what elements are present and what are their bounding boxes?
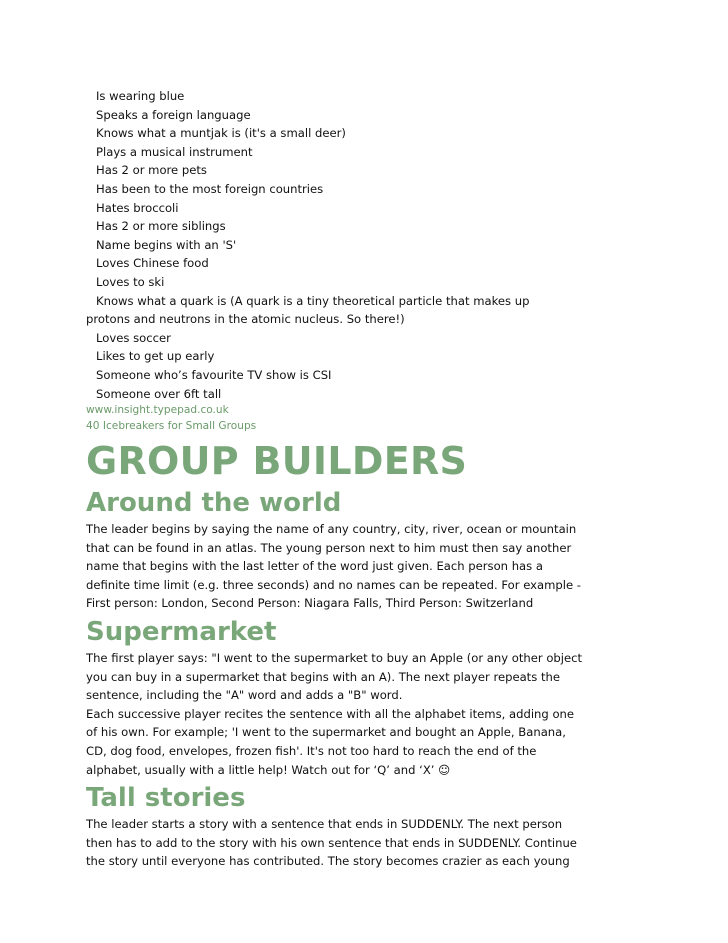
section-title: Around the world xyxy=(86,488,342,519)
section-title: Tall stories xyxy=(86,783,246,814)
list-item: Name begins with an 'S' xyxy=(96,237,237,252)
section-title: Supermarket xyxy=(86,617,277,648)
list-item: Likes to get up early xyxy=(96,349,215,364)
list-item: Loves to ski xyxy=(96,274,165,289)
list-item: Loves soccer xyxy=(96,330,171,345)
source-url[interactable]: www.insight.typepad.co.uk xyxy=(86,404,229,417)
list-item: Has 2 or more pets xyxy=(96,163,207,178)
document-page xyxy=(86,87,686,871)
list-item: Plays a musical instrument xyxy=(96,144,253,159)
list-item: Knows what a quark is (A quark is a tiny theoretical particle that makes up xyxy=(96,293,530,308)
list-item: Someone over 6ft tall xyxy=(96,386,222,401)
section-around-the-world xyxy=(86,486,686,613)
list-item-continuation: protons and neutrons in the atomic nucleus. So there!) xyxy=(86,312,405,327)
section-supermarket xyxy=(86,615,686,779)
list-item: Someone who’s favourite TV show is CSI xyxy=(96,367,332,382)
list-item: Hates broccoli xyxy=(96,200,179,215)
page-heading: GROUP BUILDERS xyxy=(86,439,468,484)
list-item: Speaks a foreign language xyxy=(96,107,251,122)
list-item: Is wearing blue xyxy=(96,89,185,103)
section-paragraph: The leader begins by saying the name of any country, city, river, ocean or mountain that can be found in an atlas. The young person next to him must then say another name that begins with the last letter of the word just given. Each person has a definite time limit (e.g. three seconds) and no names can be repeated. For example - First person: London, Second Person: Niagara Falls, Third Person: Switzerland xyxy=(86,522,581,611)
section-paragraph: The first player says: "I went to the supermarket to buy an Apple (or any other object you can buy in a supermarket that begins with an A). The next player repeats the sentence, including the "A" word and adds a "B" word. xyxy=(86,651,583,703)
list-item: Loves Chinese food xyxy=(96,256,209,271)
list-item: Has 2 or more siblings xyxy=(96,219,226,234)
section-paragraph: The leader starts a story with a sentence that ends in SUDDENLY. The next person then has to add to the story with his own sentence that ends in SUDDENLY. Continue the story until everyone has contributed. The story becomes crazier as each young xyxy=(86,817,577,869)
list-item: Has been to the most foreign countries xyxy=(96,181,324,196)
section-paragraph: Each successive player recites the sentence with all the alphabet items, adding one of his own. For example; 'I went to the supermarket and bought an Apple, Banana, CD, dog food, envelopes, frozen fish'. It's not too hard to reach the end of the alphabet, usually with a little help! Watch out for ‘Q’ and ‘X’ ☺ xyxy=(86,706,575,777)
list-item: Knows what a muntjak is (it's a small deer) xyxy=(96,126,346,141)
source-title: 40 Icebreakers for Small Groups xyxy=(86,419,257,432)
section-tall-stories xyxy=(86,781,686,871)
trait-list xyxy=(86,87,686,403)
